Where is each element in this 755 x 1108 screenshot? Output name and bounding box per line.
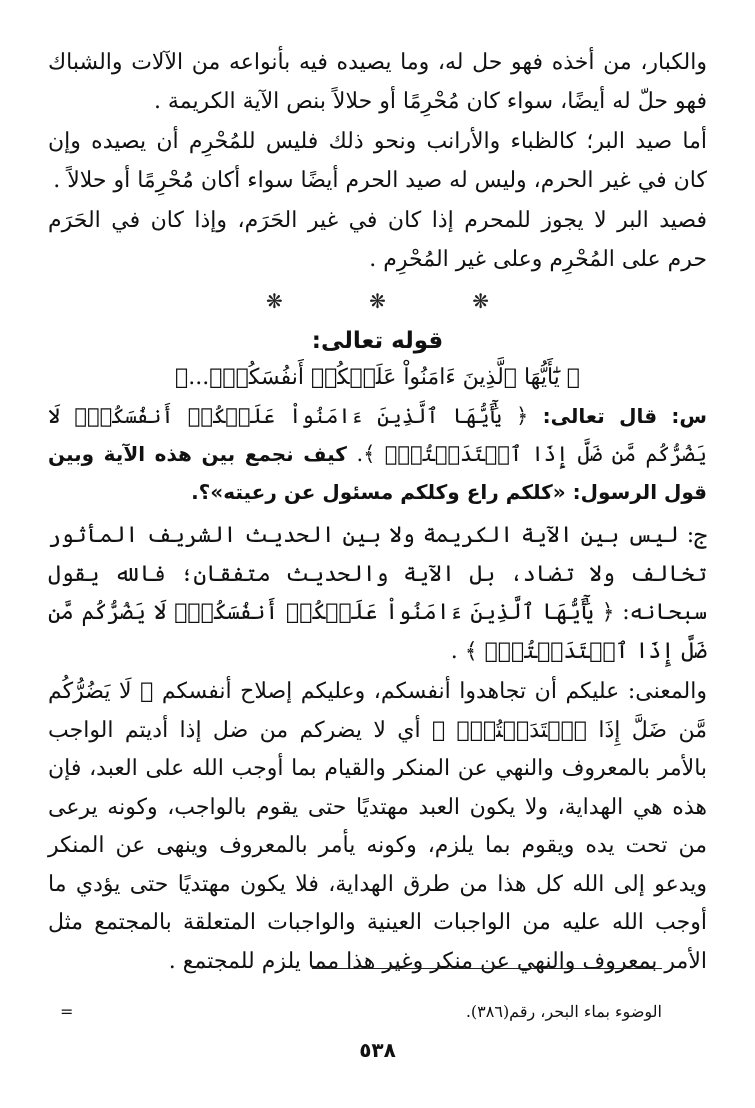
- question-line-3: رعيته»؟.: [191, 480, 277, 504]
- footnote-continuation-mark: =: [60, 1002, 74, 1021]
- text-line: فهو حلّ له أيضًا، سواء كان مُحْرِمًا أو حلالاً بنص الآية الكريمة .: [153, 88, 707, 114]
- question-block: [48, 397, 707, 511]
- text-line: الهداية، ولا يكون العبد مهتديًا حتى يقوم بالواجب، وكونه يرعى من تحت: [48, 794, 707, 858]
- footnote-divider: [312, 968, 662, 969]
- text-line: تضاد، بل الآية والحديث متفقان؛ فالله يقول سبحانه: ﴿ يَٰٓأَيُّهَا ٱلَّذِينَ ءَامَنُواْ: [48, 561, 707, 625]
- question-line-2: كيف نجمع بين هذه الآية وبين قول الرسول: «كلكم راع وكلكم مسئول عن: [48, 442, 707, 504]
- answer-paragraph-2: [48, 673, 707, 981]
- page-body: [48, 44, 707, 981]
- section-verse: ﴿ يَٰٓأَيُّهَا ٱلَّذِينَ ءَامَنُواْ عَلَيۡكُمۡ أَنفُسَكُمۡۖ...﴾: [175, 365, 580, 390]
- text-line: كان في غير الحرم، وليس له صيد الحرم أيضًا سواء أكان مُحْرِمًا أو حلالاً .: [53, 167, 707, 193]
- footnote-text: الوضوء بماء البحر، رقم(٣٨٦).: [465, 1002, 662, 1021]
- text-line: الواجبات العينية والواجبات المتعلقة بالمجتمع مثل الأمر بمعروف والنهي: [48, 910, 707, 974]
- question-verse: ﴿ يَٰٓأَيُّهَا ٱلَّذِينَ ءَامَنُواْ عَلَيۡكُمۡ أَنفُسَكُمۡۖ لَا يَضُرُّكُم مَّن ضَلَّ إِذَا ٱهۡتَدَيۡتُمۡۚ ﴾.: [48, 404, 707, 466]
- text-line: ج: ليس بين الآية الكريمة ولا بين الحديث الشريف المأثور تخالف ولا: [48, 523, 707, 587]
- text-line: فصيد البر لا يجوز للمحرم إذا كان في غير الحَرَم، وإذا كان في الحَرَم: [48, 208, 707, 233]
- text-line: عن منكر وغير هذا مما يلزم للمجتمع .: [168, 948, 510, 974]
- paragraph-land-game-summary: [48, 202, 707, 279]
- section-heading: قوله تعالى:: [311, 328, 444, 354]
- text-line: عَلَيۡكُمۡ أَنفُسَكُمۡۖ لَا يَضُرُّكُم مَّن ضَلَّ إِذَا ٱهۡتَدَيۡتُمۡۚ ﴾ .: [48, 600, 707, 664]
- text-line: والمعنى: عليكم أن تجاهدوا أنفسكم، وعليكم إصلاح أنفسكم ﴿ لَا: [119, 679, 707, 704]
- paragraph-land-game: [48, 123, 707, 200]
- paragraph-sea-game: [48, 44, 707, 121]
- answer-block: [48, 517, 707, 981]
- answer-paragraph-1: [48, 517, 707, 671]
- page-number: ٥٣٨: [359, 1038, 396, 1062]
- text-line: حرم على المُحْرِم وعلى غير المُحْرِم .: [369, 246, 707, 272]
- text-line: بالمعروف والنهي عن المنكر والقيام بما أوجب الله على العبد، فإن هذه هي: [48, 756, 707, 820]
- section-separator: ❋ ❋ ❋: [266, 289, 529, 313]
- footnote: [60, 1000, 662, 1024]
- intro-section: [48, 44, 707, 279]
- text-line: كل هذا من طرق الهداية، فلا يكون مهتديًا حتى يؤدي ما أوجب الله عليه من: [48, 871, 707, 935]
- text-line: يده ويقوم بما يلزم، وكونه يأمر بالمعروف وينهى عن المنكر ويدعو إلى الله: [48, 833, 707, 897]
- text-line: يَضُرُّكُم مَّن ضَلَّ إِذَا ٱهۡتَدَيۡتُمۡۚ ﴾ أي لا يضركم من ضل إذا أديتم الواجب بالأمر: [48, 679, 708, 781]
- text-line: أما صيد البر؛ كالظباء والأرانب ونحو ذلك فليس للمُحْرِم أن يصيده وإن: [48, 129, 707, 154]
- question-prefix: س: قال تعالى:: [542, 404, 708, 428]
- text-line: والكبار، من أخذه فهو حل له، وما يصيده فيه بأنواعه من الآلات والشباك: [48, 50, 707, 75]
